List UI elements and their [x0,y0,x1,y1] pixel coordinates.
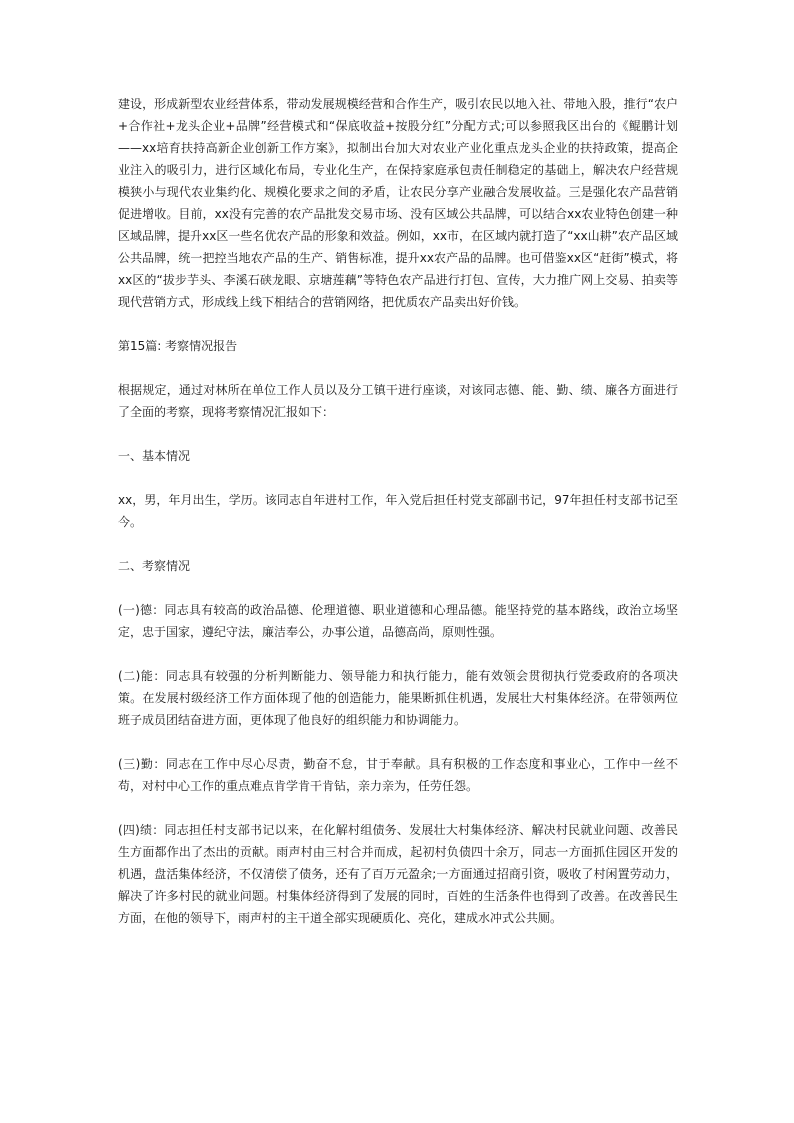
basic-info-paragraph: xx，男，年月出生，学历。该同志自年进村工作，年入党后担任村党支部副书记，97年担任村支部书记至今。 [118,493,678,529]
article-title: 第15篇: 考察情况报告 [118,339,238,353]
opening-paragraph: 根据规定，通过对林所在单位工作人员以及分工镇干进行座谈，对该同志德、能、勤、绩、廉各方面进行了全面的考察，现将考察情况汇报如下： [118,383,678,419]
document-page [118,93,678,929]
section-heading-inspection: 二、考察情况 [118,559,191,573]
intro-paragraph: 建设，形成新型农业经营体系，带动发展规模经营和合作生产，吸引农民以地入社、带地入股，推行“农户+合作社+龙头企业+品牌”经营模式和“保底收益+按股分红”分配方式;可以参照我区出台的《鲲鹏计划——xx培育扶持高新企业创新工作方案》，拟制出台加大对农业产业化重点龙头企业的扶持政策，提高企业注入的吸引力，进行区域化布局，专业化生产，在保持家庭承包责任制稳定的基础上，解决农户经营规模狭小与现代农业集约化、规模化要求之间的矛盾，让农民分享产业融合发展收益。三是强化农产品营销促进增收。目前，xx没有完善的农产品批发交易市场、没有区域公共品牌，可以结合xx农业特色创建一种区域品牌，提升xx区一些名优农产品的形象和效益。例如，xx市，在区域内就打造了“xx山耕”农产品区域公共品牌，统一把控当地农产品的生产、销售标准，提升xx农产品的品牌。也可借鉴xx区“赶街”模式，将xx区的“拔步芋头、李溪石硖龙眼、京塘莲藕”等特色农产品进行打包、宣传，大力推广网上交易、拍卖等现代营销方式，形成线上线下相结合的营销网络，把优质农产品卖出好价钱。 [118,97,678,309]
item-de-paragraph: (一)德：同志具有较高的政治品德、伦理道德、职业道德和心理品德。能坚持党的基本路线，政治立场坚定，忠于国家，遵纪守法，廉洁奉公，办事公道，品德高尚，原则性强。 [118,603,678,639]
item-neng-paragraph: (二)能：同志具有较强的分析判断能力、领导能力和执行能力，能有效领会贯彻执行党委政府的各项决策。在发展村级经济工作方面体现了他的创造能力，能果断抓住机遇，发展壮大村集体经济。在带领两位班子成员团结奋进方面，更体现了他良好的组织能力和协调能力。 [118,669,678,727]
item-qin-paragraph: (三)勤：同志在工作中尽心尽责，勤奋不怠，甘于奉献。具有积极的工作态度和事业心，工作中一丝不苟，对村中心工作的重点难点肯学肯干肯钻，亲力亲为，任劳任怨。 [118,757,678,793]
section-heading-basic-info: 一、基本情况 [118,449,191,463]
item-ji-paragraph: (四)绩：同志担任村支部书记以来，在化解村组债务、发展壮大村集体经济、解决村民就业问题、改善民生方面都作出了杰出的贡献。雨声村由三村合并而成，起初村负债四十余万，同志一方面抓住园区开发的机遇，盘活集体经济，不仅清偿了债务，还有了百万元盈余;一方面通过招商引资，吸收了村闲置劳动力，解决了许多村民的就业问题。村集体经济得到了发展的同时，百姓的生活条件也得到了改善。在改善民生方面，在他的领导下，雨声村的主干道全部实现硬质化、亮化，建成水冲式公共厕。 [118,823,678,925]
